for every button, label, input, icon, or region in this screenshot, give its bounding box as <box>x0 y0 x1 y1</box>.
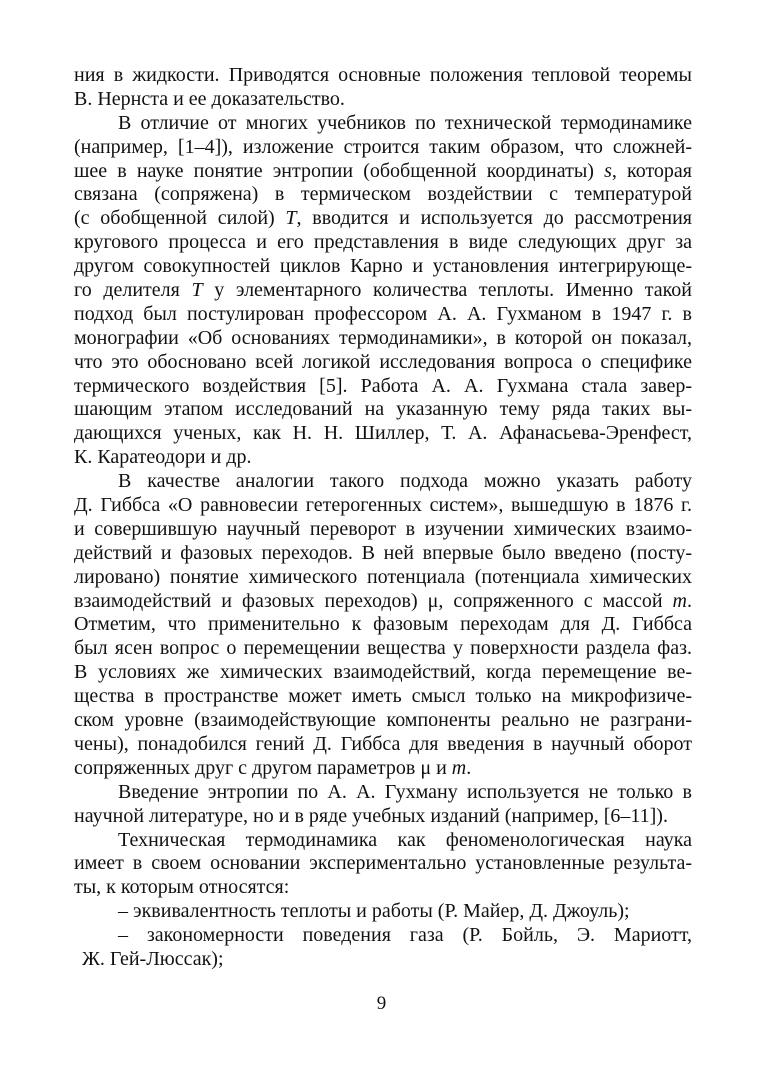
body-text <box>74 64 692 972</box>
symbol-m: m <box>451 756 467 779</box>
symbol-m: m <box>672 589 687 612</box>
text-line: (с обобщенной силой) T, вводится и используется до рассмотрения <box>74 207 692 230</box>
text-line: ты, к которым относятся: <box>74 876 290 899</box>
text-line: был ясен вопрос о перемещении вещества у поверхности раздела фаз. <box>74 637 692 660</box>
paragraph-start: В отличие от многих учебников по технической термодинамике <box>118 111 692 134</box>
text-line: кругового процесса и его представления в виде следующих друг за <box>74 231 692 254</box>
text-line: дающихся ученых, как Н. Н. Шиллер, Т. А. Афанасьева-Эренфест, <box>74 422 692 445</box>
text-line: другом совокупностей циклов Карно и установления интегрирующе- <box>74 255 692 278</box>
text-line: Д. Гиббса «О равновесии гетерогенных систем», вышедшую в 1876 г. <box>74 494 692 517</box>
text-line: монографии «Об основаниях термодинамики», в которой он показал, <box>74 326 692 349</box>
text-line: шающим этапом исследований на указанную тему ряда таких вы- <box>74 398 692 421</box>
text-line: подход был постулирован профессором А. А. Гухманом в 1947 г. в <box>74 302 692 325</box>
list-item: – эквивалентность теплоты и работы (Р. Майер, Д. Джоуль); <box>118 900 630 923</box>
list-item-continuation: Ж. Гей-Люссак); <box>82 947 224 970</box>
symbol-T: T <box>285 207 297 230</box>
text-line: В. Нернста и ее доказательство. <box>74 87 345 110</box>
text-line: сопряженных друг с другом параметров μ и m. <box>74 756 472 779</box>
text-line: Отметим, что применительно к фазовым переходам для Д. Гиббса <box>74 613 692 636</box>
text-line: действий и фазовых переходов. В ней впервые было введено (посту- <box>74 541 692 564</box>
text-line: и совершившую научный переворот в изучении химических взаимо- <box>74 517 692 540</box>
text-line: К. Каратеодори и др. <box>74 446 252 469</box>
text-line: научной литературе, но и в ряде учебных изданий (например, [6–11]). <box>74 804 668 827</box>
text-line: ском уровне (взаимодействующие компоненты реально не разграни- <box>74 709 692 732</box>
page-number: 9 <box>376 993 387 1014</box>
text-line: термического воздействия [5]. Работа А. А. Гухмана стала завер- <box>74 374 692 397</box>
text-line: ния в жидкости. Приводятся основные положения тепловой теоремы <box>74 64 692 86</box>
text-line: чены), понадобился гений Д. Гиббса для введения в научный оборот <box>74 732 692 755</box>
text-line: что это обосновано всей логикой исследования вопроса о специфике <box>74 350 692 373</box>
text-line: шее в науке понятие энтропии (обобщенной координаты) s, которая <box>74 159 692 182</box>
symbol-T: T <box>191 279 203 302</box>
paragraph-start: Введение энтропии по А. А. Гухману используется не только в <box>118 780 692 803</box>
paragraph-start: В качестве аналогии такого подхода можно указать работу <box>118 470 692 493</box>
text-line: (например, [1–4]), изложение строится таким образом, что сложней- <box>74 135 692 158</box>
text-line: В условиях же химических взаимодействий, когда перемещение ве- <box>74 661 692 684</box>
list-item: – закономерности поведения газа (Р. Бойль, Э. Мариотт, <box>118 924 692 947</box>
text-line: го делителя T у элементарного количества теплоты. Именно такой <box>74 279 692 302</box>
text-line: лировано) понятие химического потенциала (потенциала химических <box>74 565 692 588</box>
symbol-s: s <box>604 159 612 182</box>
text-line: связана (сопряжена) в термическом воздействии с температурой <box>74 183 692 206</box>
paragraph-start: Техническая термодинамика как феноменологическая наука <box>118 828 692 851</box>
text-line: взаимодействий и фазовых переходов) μ, сопряженного с массой m. <box>74 589 692 612</box>
text-line: имеет в своем основании экспериментально установленные результа- <box>74 852 692 875</box>
text-line: щества в пространстве может иметь смысл только на микрофизиче- <box>74 685 692 708</box>
